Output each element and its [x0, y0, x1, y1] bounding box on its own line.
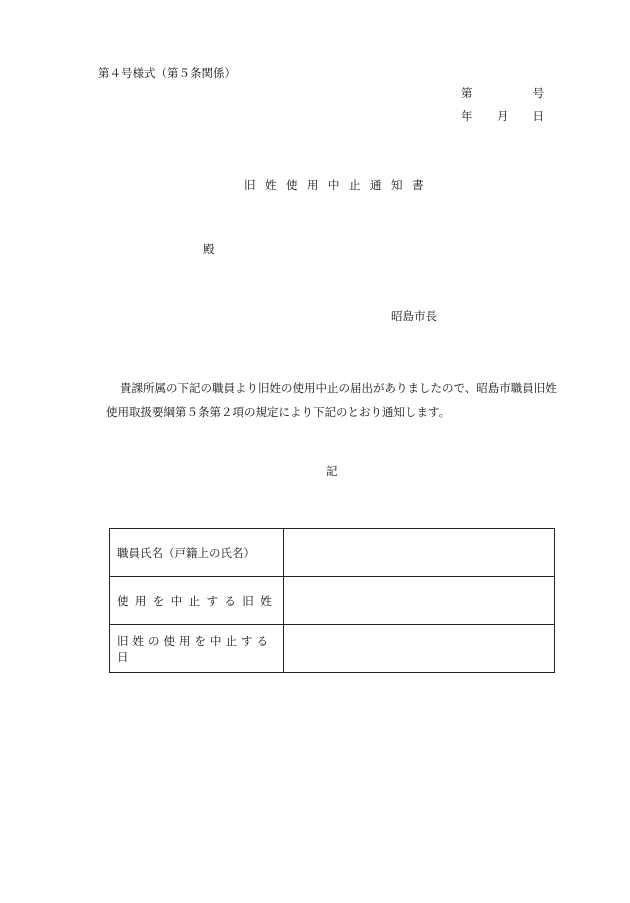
table-label-employee-name: 職員氏名（戸籍上の氏名）: [110, 529, 284, 577]
table-value-employee-name[interactable]: [284, 529, 555, 577]
document-title: 旧姓使用中止通知書: [244, 178, 433, 192]
date-day: 日: [532, 109, 544, 123]
table-label-stop-date: 旧姓の使用を中止する日: [110, 625, 284, 673]
body-line-2: 使用取扱要綱第５条第２項の規定により下記のとおり通知します。: [106, 405, 451, 419]
issuer-name: 昭島市長: [391, 309, 437, 323]
table-row: [110, 625, 555, 673]
number-prefix: 第: [461, 86, 473, 100]
body-paragraph: [106, 376, 576, 424]
body-line-1: 貴課所属の下記の職員より旧姓の使用中止の届出がありましたので、昭島市職員旧姓: [120, 381, 557, 395]
table-row: [110, 577, 555, 625]
ki-heading: 記: [326, 464, 338, 478]
table-row: [110, 529, 555, 577]
table-value-former-surname[interactable]: [284, 577, 555, 625]
table-label-former-surname: 使用を中止する旧姓: [110, 577, 284, 625]
document-number-row: [461, 88, 545, 102]
addressee-suffix: 殿: [203, 242, 215, 256]
date-month: 月: [497, 109, 509, 123]
document-date-row: [461, 111, 545, 125]
info-table: [109, 528, 555, 673]
table-value-stop-date[interactable]: [284, 625, 555, 673]
date-year: 年: [461, 109, 473, 123]
form-label: 第４号様式（第５条関係）: [98, 66, 236, 80]
document-number-block: [461, 88, 545, 128]
number-suffix: 号: [532, 86, 544, 100]
